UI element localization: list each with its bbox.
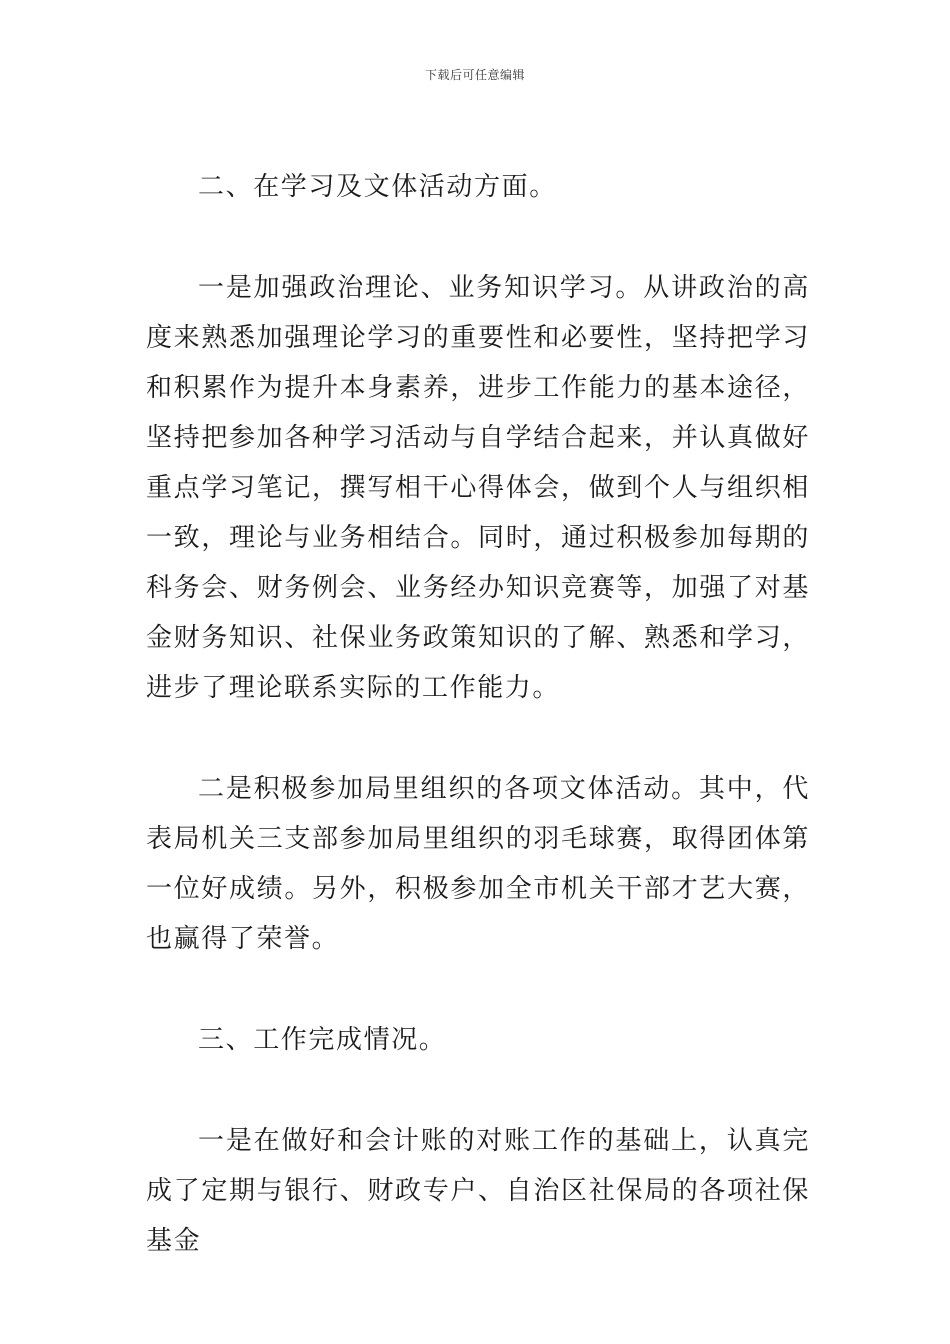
section-heading-work-completion: 三、工作完成情况。 xyxy=(198,1025,447,1055)
document-body xyxy=(146,162,810,1317)
section-heading-study-activities: 二、在学习及文体活动方面。 xyxy=(198,172,557,202)
paragraph-reconciliation: 一是在做好和会计账的对账工作的基础上，认真完成了定期与银行、财政专户、自治区社保局的各项社保基金 xyxy=(146,1126,810,1256)
paragraph-theory-study: 一是加强政治理论、业务知识学习。从讲政治的高度来熟悉加强理论学习的重要性和必要性，坚持把学习和积累作为提升本身素养，进步工作能力的基本途径，坚持把参加各种学习活动与自学结合起来，并认真做好重点学习笔记，撰写相干心得体会，做到个人与组织相一致，理论与业务相结合。同时，通过积极参加每期的科务会、财务例会、业务经办知识竞赛等，加强了对基金财务知识、社保业务政策知识的了解、熟悉和学习，进步了理论联系实际的工作能力。 xyxy=(146,273,810,703)
header-note: 下载后可任意编辑 xyxy=(424,68,525,82)
paragraph-cultural-activities: 二是积极参加局里组织的各项文体活动。其中，代表局机关三支部参加局里组织的羽毛球赛，取得团体第一位好成绩。另外，积极参加全市机关干部才艺大赛，也赢得了荣誉。 xyxy=(146,774,810,954)
